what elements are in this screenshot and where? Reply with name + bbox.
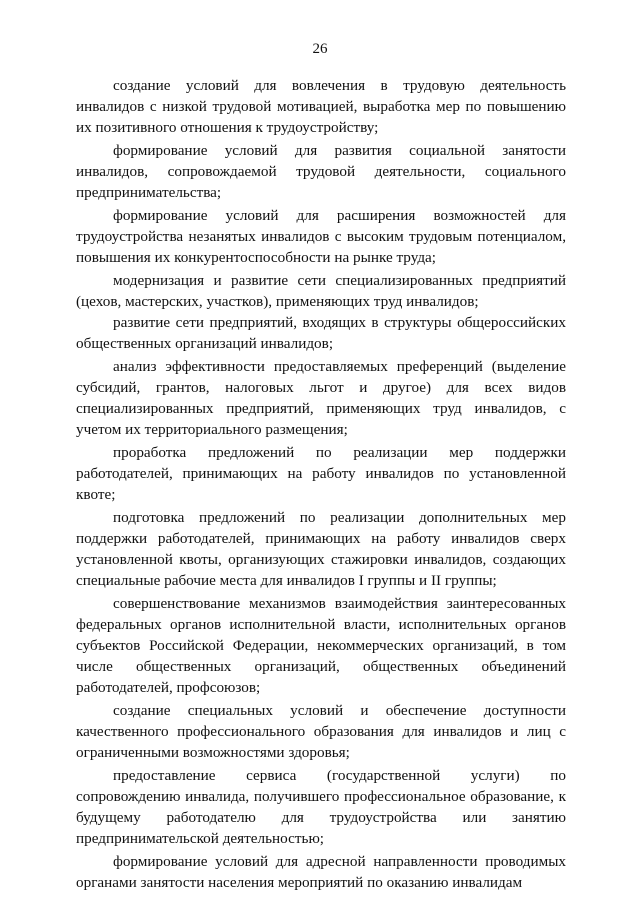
paragraph-accompaniment-service: предоставление сервиса (государственной услуги) по сопровождению инвалида, получившего профессиональное образование, к будущему работодателю для трудоустройства или занятию предпринимательской деятельностью; bbox=[76, 767, 566, 847]
paragraph-targeted-measures: формирование условий для адресной направленности проводимых органами занятости населения мероприятий по оказанию инвалидам bbox=[76, 853, 566, 891]
paragraph-specialized-enterprises: модернизация и развитие сети специализированных предприятий (цехов, мастерских, участков), применяющих труд инвалидов; bbox=[76, 272, 566, 310]
paragraph-professional-education: создание специальных условий и обеспечение доступности качественного профессионального образования для инвалидов и лиц с ограниченными возможностями здоровья; bbox=[76, 702, 566, 761]
paragraph-interaction-mechanisms: совершенствование механизмов взаимодействия заинтересованных федеральных органов исполнительной власти, исполнительных органов субъектов Российской Федерации, некоммерческих организаций, в том числе общественных организаций, общественных объединений работодателей, профсоюзов; bbox=[76, 595, 566, 696]
paragraph-social-employment: формирование условий для развития социальной занятости инвалидов, сопровождаемой трудовой деятельности, социального предпринимательства; bbox=[76, 142, 566, 201]
page-number: 26 bbox=[312, 41, 328, 57]
paragraph-high-potential-employment: формирование условий для расширения возможностей для трудоустройства незанятых инвалидов с высоким трудовым потенциалом, повышения их конкурентоспособности на рынке труда; bbox=[76, 207, 566, 266]
paragraph-involvement-low-motivation: создание условий для вовлечения в трудовую деятельность инвалидов с низкой трудовой мотивацией, выработка мер по повышению их позитивного отношения к трудоустройству; bbox=[76, 77, 566, 136]
paragraph-preferences-analysis: анализ эффективности предоставляемых преференций (выделение субсидий, грантов, налоговых льгот и другое) для всех видов специализированных предприятий, применяющих труд инвалидов, с учетом их территориального размещения; bbox=[76, 358, 566, 438]
document-body bbox=[76, 75, 566, 893]
paragraph-additional-support-measures: подготовка предложений по реализации дополнительных мер поддержки работодателей, принимающих на работу инвалидов сверх установленной квоты, организующих стажировки инвалидов, создающих специальные рабочие места для инвалидов I группы и II группы; bbox=[76, 509, 566, 589]
paragraph-quota-employers-support: проработка предложений по реализации мер поддержки работодателей, принимающих на работу инвалидов по установленной квоте; bbox=[76, 444, 566, 503]
paragraph-public-organizations-network: развитие сети предприятий, входящих в структуры общероссийских общественных организаций инвалидов; bbox=[76, 314, 566, 352]
